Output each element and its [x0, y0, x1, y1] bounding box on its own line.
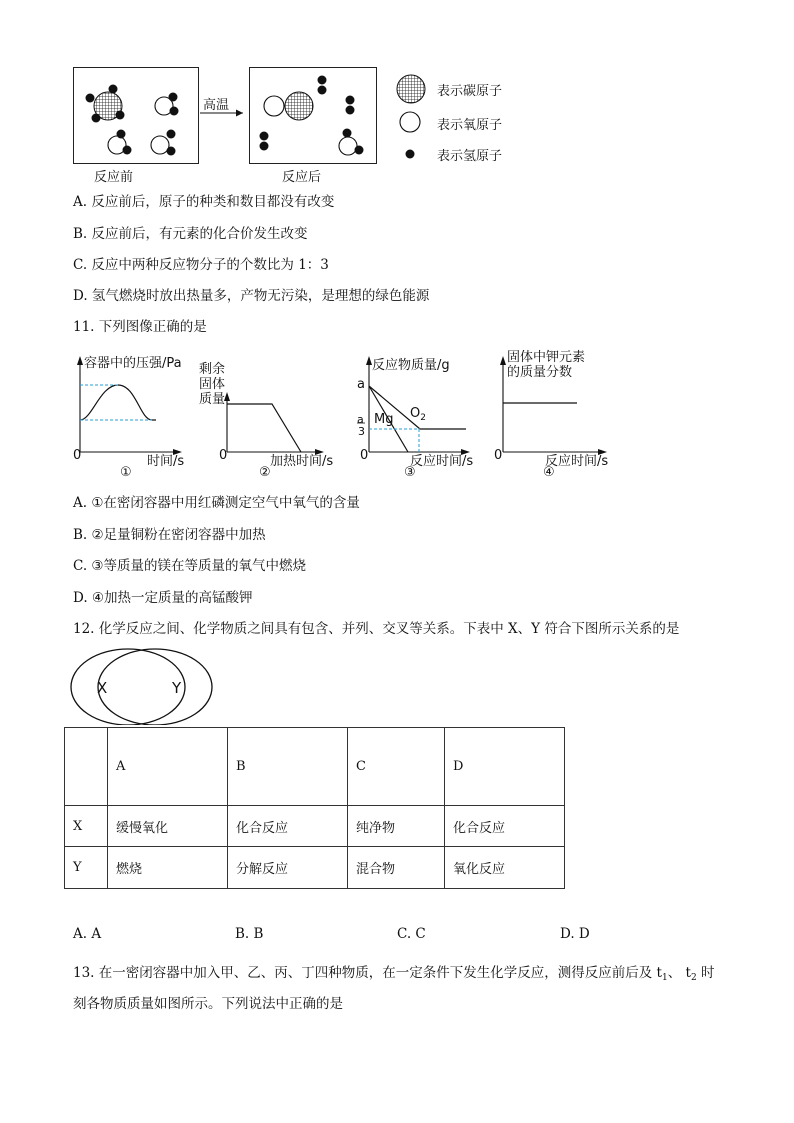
- hydrogen-atom-icon: [92, 114, 101, 123]
- hydrogen-atom-icon: [116, 111, 125, 120]
- graph3-o2-label: $O_2$: [410, 406, 426, 423]
- graph4-xlabel: 反应时间/s: [545, 454, 609, 469]
- graph2-number: ②: [259, 465, 271, 480]
- table-cell: 氧化反应: [445, 847, 565, 889]
- venn-x-label: X: [97, 679, 108, 697]
- graph3-tick-a3-bottom: 3: [358, 425, 365, 438]
- venn-y-label: Y: [172, 679, 182, 697]
- graph4-origin: 0: [494, 448, 503, 463]
- q12-option-d: D. D: [560, 926, 590, 942]
- graph2-origin: 0: [219, 448, 228, 463]
- hydrogen-atom-icon: [346, 96, 355, 105]
- graph3-tick-a3-top: a: [357, 413, 364, 426]
- q11-option-d: D. ④加热一定质量的高锰酸钾: [73, 590, 253, 606]
- graph1-number: ①: [120, 465, 132, 480]
- oxygen-atom-icon: [264, 96, 284, 116]
- graph2-xlabel: 加热时间/s: [270, 454, 334, 469]
- graph3-number: ③: [404, 465, 416, 480]
- table-cell: 缓慢氧化: [108, 806, 228, 847]
- graph2-ylabel-3: 质量: [199, 392, 226, 407]
- legend-oxygen-text: 表示氧原子: [437, 118, 503, 133]
- q12-table: [64, 727, 565, 889]
- oxygen-atom-icon: [400, 112, 420, 132]
- hydrogen-atom-icon: [123, 146, 132, 155]
- table-cell: 燃烧: [108, 847, 228, 889]
- oxygen-atom-icon: [339, 137, 357, 155]
- q10-option-a: A. 反应前后，原子的种类和数目都没有改变: [73, 194, 335, 210]
- after-label: 反应后: [282, 170, 322, 185]
- hydrogen-atom-icon: [109, 85, 118, 94]
- legend-carbon-text: 表示碳原子: [437, 84, 503, 99]
- q10-option-c: C. 反应中两种反应物分子的个数比为 1：3: [73, 257, 329, 273]
- table-cell: C: [348, 728, 445, 806]
- legend-hydrogen-text: 表示氢原子: [437, 149, 503, 164]
- hydrogen-atom-icon: [343, 129, 352, 138]
- hydrogen-atom-icon: [260, 132, 269, 141]
- hydrogen-atom-icon: [167, 130, 176, 139]
- oxygen-atom-icon: [151, 136, 169, 154]
- table-cell: Y: [65, 847, 108, 889]
- q10-option-d: D. 氢气燃烧时放出热量多，产物无污染，是理想的绿色能源: [73, 288, 430, 304]
- q11-option-b: B. ②足量铜粉在密闭容器中加热: [73, 527, 266, 543]
- q11-option-a: A. ①在密闭容器中用红磷测定空气中氧气的含量: [73, 495, 360, 511]
- carbon-atom-icon: [285, 92, 313, 120]
- table-cell: 化合反应: [445, 806, 565, 847]
- graph3-xlabel: 反应时间/s: [410, 454, 474, 469]
- graph3-ylabel: 反应物质量/g: [372, 358, 450, 373]
- q12-option-b: B. B: [235, 926, 264, 942]
- table-cell: 混合物: [348, 847, 445, 889]
- table-cell: 分解反应: [228, 847, 348, 889]
- hydrogen-atom-icon: [318, 86, 327, 95]
- table-cell: D: [445, 728, 565, 806]
- hydrogen-atom-icon: [170, 107, 179, 116]
- graph4-ylabel-1: 固体中钾元素: [507, 350, 586, 365]
- q11-option-c: C. ③等质量的镁在等质量的氧气中燃烧: [73, 558, 307, 574]
- graph3-origin: 0: [360, 448, 369, 463]
- graph2-ylabel-1: 剩余: [199, 362, 226, 377]
- graph3-mg-label: Mg: [374, 412, 394, 427]
- graph2-ylabel-2: 固体: [199, 377, 226, 392]
- q12-option-a: A. A: [73, 926, 102, 942]
- before-label: 反应前: [94, 170, 134, 185]
- graph1-ylabel: 容器中的压强/Pa: [84, 356, 182, 371]
- hydrogen-atom-icon: [260, 142, 269, 151]
- q10-option-b: B. 反应前后，有元素的化合价发生改变: [73, 226, 308, 242]
- hydrogen-atom-icon: [169, 93, 178, 102]
- graph1-xlabel: 时间/s: [147, 454, 185, 469]
- q11-stem: 11. 下列图像正确的是: [73, 319, 207, 335]
- reaction-condition-label: 高温: [203, 98, 230, 113]
- hydrogen-atom-icon: [318, 76, 327, 85]
- graph1-origin: 0: [73, 448, 82, 463]
- graph4-ylabel-2: 的质量分数: [507, 365, 573, 380]
- graph3-tick-a: a: [357, 377, 365, 392]
- q13-stem-line2: 刻各物质质量如图所示。下列说法中正确的是: [73, 996, 343, 1012]
- q12-stem: 12. 化学反应之间、化学物质之间具有包含、并列、交叉等关系。下表中 X、Y 符合下图所示关系的是: [73, 621, 680, 637]
- graph4-number: ④: [543, 465, 555, 480]
- table-cell: B: [228, 728, 348, 806]
- graph-2: [224, 392, 324, 455]
- hydrogen-atom-icon: [355, 146, 364, 155]
- q13-stem-line1: 13. 在一密闭容器中加入甲、乙、丙、丁四种物质，在一定条件下发生化学反应，测得反应前后及 $t_1$、 $t_2$ 时: [73, 965, 715, 983]
- table-cell: A: [108, 728, 228, 806]
- table-row: [65, 847, 565, 889]
- table-cell: X: [65, 806, 108, 847]
- hydrogen-atom-icon: [406, 150, 415, 159]
- hydrogen-atom-icon: [346, 106, 355, 115]
- table-cell: 纯净物: [348, 806, 445, 847]
- table-header-row: [65, 728, 565, 806]
- table-cell: [65, 728, 108, 806]
- table-row: [65, 806, 565, 847]
- table-cell: 化合反应: [228, 806, 348, 847]
- q12-option-c: C. C: [397, 926, 426, 942]
- hydrogen-atom-icon: [86, 94, 95, 103]
- hydrogen-atom-icon: [117, 130, 126, 139]
- hydrogen-atom-icon: [167, 147, 176, 156]
- carbon-atom-icon: [397, 75, 425, 103]
- venn-diagram: [70, 645, 220, 725]
